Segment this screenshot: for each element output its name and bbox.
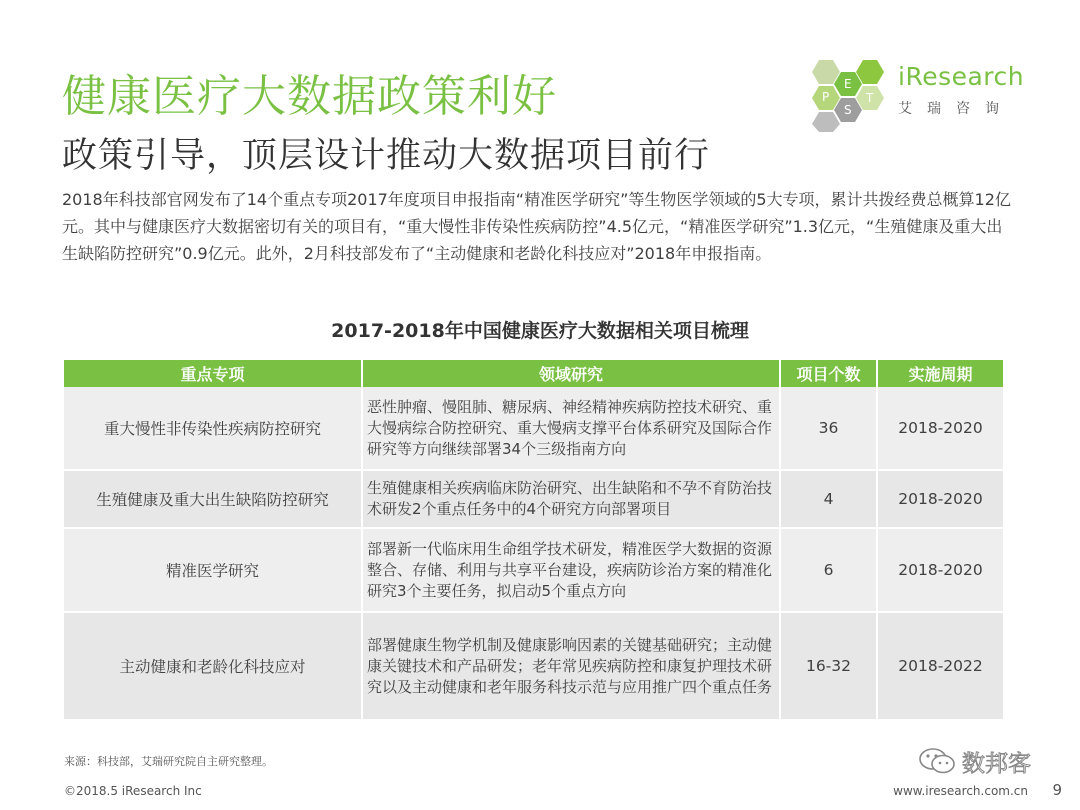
column-header: 领域研究 xyxy=(362,360,780,387)
field-cell: 生殖健康相关疾病临床防治研究、出生缺陷和不孕不育防治技术研发2个重点任务中的4个研究方向部署项目 xyxy=(362,470,780,528)
brand-name: iResearch xyxy=(898,62,1025,91)
count-cell: 16-32 xyxy=(780,612,877,720)
page-title: 健康医疗大数据政策利好 xyxy=(62,71,557,122)
hex-letter-s: S xyxy=(844,103,852,117)
field-cell: 恶性肿瘤、慢阻肺、糖尿病、神经精神疾病防控技术研究、重大慢病综合防控研究、重大慢病支撑平台体系研究及国际合作研究等方向继续部署34个三级指南方向 xyxy=(362,387,780,470)
column-header: 重点专项 xyxy=(64,360,362,387)
source-note: 来源：科技部，艾瑞研究院自主研究整理。 xyxy=(64,755,273,768)
hex-letter-t: T xyxy=(866,91,874,105)
website-link[interactable]: www.iresearch.com.cn xyxy=(893,784,1028,798)
field-cell: 部署健康生物学机制及健康影响因素的关键基础研究；主动健康关键技术和产品研发；老年常见疾病防控和康复护理技术研究以及主动健康和老年服务科技示范与应用推广四个重点任务 xyxy=(362,612,780,720)
projects-table xyxy=(64,360,1005,721)
period-cell: 2018-2020 xyxy=(877,528,1004,612)
project-cell: 重大慢性非传染性疾病防控研究 xyxy=(64,387,362,470)
table-row xyxy=(64,470,1004,528)
table-header-row xyxy=(64,360,1004,387)
wechat-icon xyxy=(918,746,956,776)
project-cell: 生殖健康及重大出生缺陷防控研究 xyxy=(64,470,362,528)
hex-letter-e: E xyxy=(844,77,852,91)
column-header: 实施周期 xyxy=(877,360,1004,387)
hex-letter-p: P xyxy=(822,90,830,104)
table-row xyxy=(64,387,1004,470)
copyright: ©2018.5 iResearch Inc xyxy=(64,784,202,798)
count-cell: 36 xyxy=(780,387,877,470)
period-cell: 2018-2020 xyxy=(877,470,1004,528)
table-title: 2017-2018年中国健康医疗大数据相关项目梳理 xyxy=(331,320,749,342)
page-subtitle: 政策引导，顶层设计推动大数据项目前行 xyxy=(62,136,711,176)
project-cell: 精准医学研究 xyxy=(64,528,362,612)
watermark-text: 数邦客 xyxy=(962,750,1031,777)
column-header: 项目个数 xyxy=(780,360,877,387)
count-cell: 6 xyxy=(780,528,877,612)
pest-hex-icon xyxy=(803,56,895,132)
page-number: 9 xyxy=(1052,781,1062,799)
project-cell: 主动健康和老龄化科技应对 xyxy=(64,612,362,720)
table-row xyxy=(64,528,1004,612)
iresearch-logo xyxy=(803,56,1033,134)
field-cell: 部署新一代临床用生命组学技术研发，精准医学大数据的资源整合、存储、利用与共享平台建设，疾病防诊治方案的精准化研究3个主要任务，拟启动5个重点方向 xyxy=(362,528,780,612)
intro-paragraph: 2018年科技部官网发布了14个重点专项2017年度项目申报指南“精准医学研究”等生物医学领域的5大专项，累计共拨经费总概算12亿元。其中与健康医疗大数据密切有关的项目有，“重大慢性非传染性疾病防控”4.5亿元，“精准医学研究”1.3亿元，“生殖健康及重大出生缺陷防控研究”0.9亿元。此外，2月科技部发布了“主动健康和老龄化科技应对”2018年申报指南。 xyxy=(62,190,1011,263)
watermark xyxy=(918,744,1031,778)
count-cell: 4 xyxy=(780,470,877,528)
table-row xyxy=(64,612,1004,720)
period-cell: 2018-2020 xyxy=(877,387,1004,470)
period-cell: 2018-2022 xyxy=(877,612,1004,720)
brand-name-cn: 艾瑞咨询 xyxy=(898,101,1014,117)
